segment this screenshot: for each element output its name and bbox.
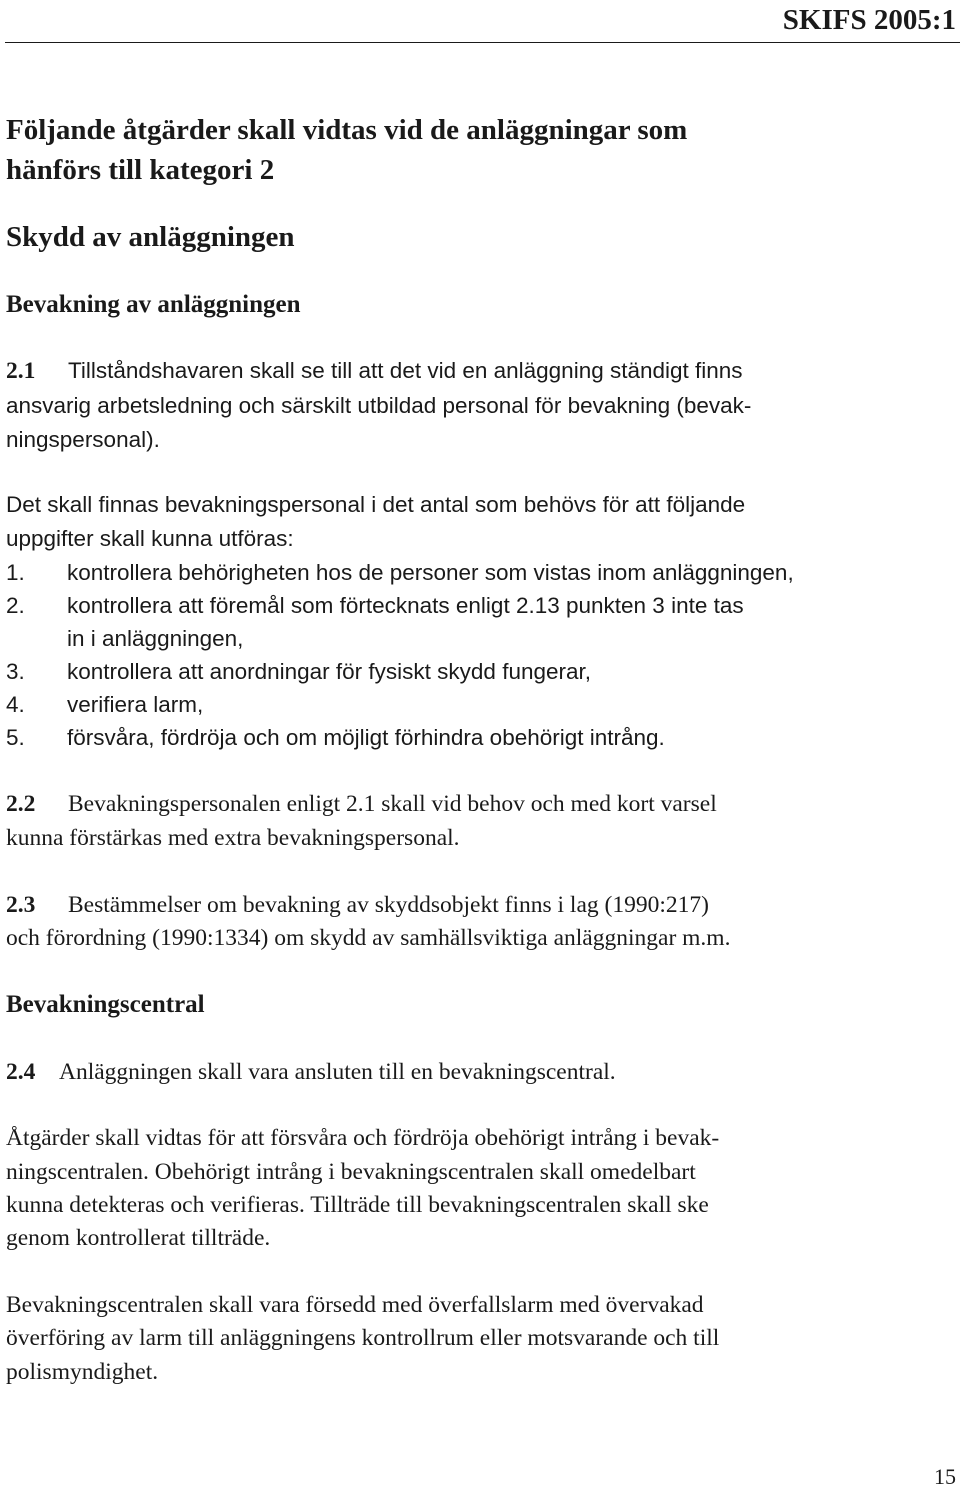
page-number: 15 — [934, 1464, 956, 1489]
paragraph-2-3-line-1 — [6, 889, 709, 921]
paragraph-text: Tillståndshavaren skall se till att det vid en anläggning ständigt finns — [68, 358, 743, 383]
paragraph-text: Bevakningspersonalen enligt 2.1 skall vid behov och med kort varsel — [68, 791, 717, 817]
list-item-number: 5. — [6, 725, 25, 750]
paragraph-2-1-line-1 — [6, 355, 743, 387]
paragraph-2-4-line-1 — [6, 1056, 616, 1088]
paragraph-number: 2.4 — [6, 1059, 36, 1085]
alarm-line-2: överföring av larm till anläggningens kontrollrum eller motsvarande och till — [6, 1325, 720, 1351]
list-item-text: försvåra, fördröja och om möjligt förhindra obehörigt intrång. — [67, 725, 665, 750]
subsection-heading-bevakningscentral: Bevakningscentral — [6, 991, 205, 1018]
paragraph-2-1-line-3: ningspersonal). — [6, 427, 160, 452]
measures-line-4: genom kontrollerat tillträde. — [6, 1225, 271, 1251]
paragraph-text: Anläggningen skall vara ansluten till en bevakningscentral. — [59, 1059, 616, 1085]
list-item-text: kontrollera behörigheten hos de personer som vistas inom anläggningen, — [67, 560, 794, 585]
list-item — [6, 590, 744, 622]
list-item-number: 1. — [6, 560, 25, 585]
document-code: SKIFS 2005:1 — [782, 4, 956, 36]
list-item-number: 3. — [6, 659, 25, 684]
alarm-line-3: polismyndighet. — [6, 1359, 159, 1385]
paragraph-number: 2.1 — [6, 358, 36, 384]
title-line-1: Följande åtgärder skall vidtas vid de anläggningar som — [6, 114, 688, 146]
measures-line-3: kunna detekteras och verifieras. Tillträde till bevakningscentralen skall ske — [6, 1192, 709, 1218]
list-item-number: 2. — [6, 593, 25, 618]
list-item-continuation: in i anläggningen, — [67, 626, 244, 651]
list-item — [6, 689, 203, 721]
title-line-2: hänförs till kategori 2 — [6, 154, 275, 186]
list-item — [6, 722, 665, 754]
section-heading: Skydd av anläggningen — [6, 221, 295, 253]
list-item-text: kontrollera att anordningar för fysiskt skydd fungerar, — [67, 659, 592, 684]
list-item — [6, 557, 794, 589]
paragraph-text: Bestämmelser om bevakning av skyddsobjekt finns i lag (1990:217) — [68, 892, 709, 918]
paragraph-2-1-line-2: ansvarig arbetsledning och särskilt utbildad personal för bevakning (bevak- — [6, 393, 752, 418]
intro-line-1: Det skall finnas bevakningspersonal i det antal som behövs för att följande — [6, 492, 746, 517]
list-item-text: kontrollera att föremål som förtecknats enligt 2.13 punkten 3 inte tas — [67, 593, 744, 618]
list-item-number: 4. — [6, 692, 25, 717]
intro-line-2: uppgifter skall kunna utföras: — [6, 526, 294, 551]
paragraph-number: 2.2 — [6, 791, 36, 817]
paragraph-2-2-line-2: kunna förstärkas med extra bevakningspersonal. — [6, 825, 460, 851]
paragraph-2-3-line-2: och förordning (1990:1334) om skydd av samhällsviktiga anläggningar m.m. — [6, 925, 731, 951]
list-item — [6, 656, 591, 688]
measures-line-2: ningscentralen. Obehörigt intrång i bevakningscentralen skall omedelbart — [6, 1159, 696, 1185]
measures-line-1: Åtgärder skall vidtas för att försvåra och fördröja obehörigt intrång i bevak- — [6, 1125, 720, 1151]
header-divider — [5, 42, 960, 43]
subsection-heading-bevakning: Bevakning av anläggningen — [6, 291, 301, 318]
paragraph-2-2-line-1 — [6, 788, 717, 820]
list-item-text: verifiera larm, — [67, 692, 204, 717]
paragraph-number: 2.3 — [6, 892, 36, 918]
alarm-line-1: Bevakningscentralen skall vara försedd med överfallslarm med övervakad — [6, 1292, 704, 1318]
